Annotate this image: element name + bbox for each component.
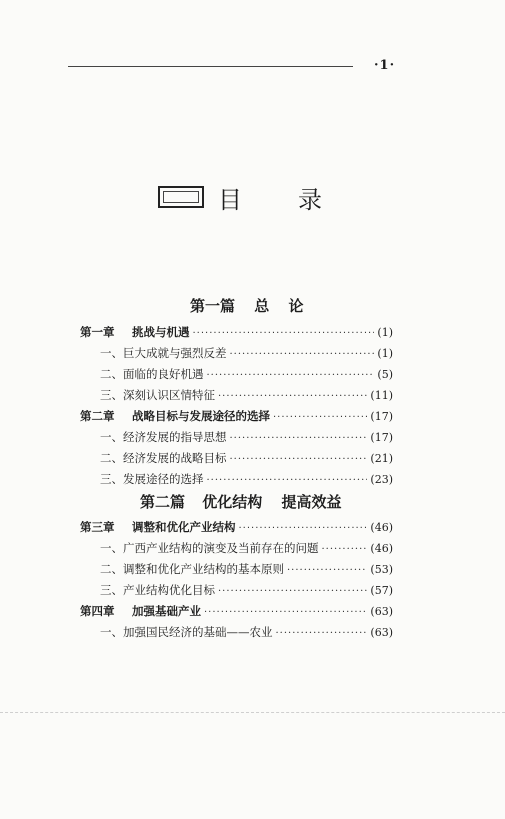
section-title: 经济发展的指导思想 xyxy=(123,430,227,444)
section-title: 广西产业结构的演变及当前存在的问题 xyxy=(123,541,319,555)
part-2-title-a: 优化结构 xyxy=(202,493,263,511)
toc-entry-section[interactable] xyxy=(80,471,393,489)
section-title: 调整和优化产业结构的基本原则 xyxy=(123,562,284,576)
section-label: 三、 xyxy=(100,472,123,486)
toc-entry-section[interactable] xyxy=(80,429,393,447)
chapter-title: 战略目标与发展途径的选择 xyxy=(132,409,270,423)
section-title: 面临的良好机遇 xyxy=(123,367,204,381)
dot-leader xyxy=(276,628,368,639)
toc-entry-chapter-3[interactable] xyxy=(80,519,393,537)
chapter-label: 第一章 xyxy=(80,325,115,339)
section-label: 二、 xyxy=(100,562,123,576)
page-ref: (17) xyxy=(370,431,393,444)
dot-leader xyxy=(218,391,367,402)
toc-entry-chapter-2[interactable] xyxy=(80,408,393,426)
page-number: ·1· xyxy=(374,58,396,73)
toc-entry-section[interactable] xyxy=(80,450,393,468)
toc-entry-section[interactable] xyxy=(80,540,393,558)
page-ref: (17) xyxy=(370,410,393,423)
chapter-title: 挑战与机遇 xyxy=(132,325,190,339)
page-ref: (57) xyxy=(370,584,393,597)
section-title: 巨大成就与强烈反差 xyxy=(123,346,227,360)
toc-entry-section[interactable] xyxy=(80,624,393,642)
dot-leader xyxy=(230,349,375,360)
toc-entry-section[interactable] xyxy=(80,582,393,600)
dot-leader xyxy=(287,565,367,576)
header-rule xyxy=(68,66,353,67)
dot-leader xyxy=(207,475,368,486)
section-title: 加强国民经济的基础——农业 xyxy=(123,625,273,639)
part-2-title-b: 提高效益 xyxy=(281,493,342,511)
section-label: 三、 xyxy=(100,388,123,402)
page-ref: (1) xyxy=(377,326,393,339)
page-ref: (21) xyxy=(370,452,393,465)
part-1-label: 第一篇 xyxy=(190,297,236,315)
section-title: 发展途径的选择 xyxy=(123,472,204,486)
title-box-ornament xyxy=(158,186,204,208)
dot-leader xyxy=(230,454,368,465)
dot-leader xyxy=(204,607,367,618)
page-ref: (11) xyxy=(370,389,393,402)
chapter-title: 加强基础产业 xyxy=(132,604,201,618)
toc-title xyxy=(158,181,378,213)
chapter-label: 第二章 xyxy=(80,409,115,423)
chapter-title: 调整和优化产业结构 xyxy=(132,520,236,534)
page-ref: (5) xyxy=(377,368,393,381)
section-title: 产业结构优化目标 xyxy=(123,583,215,597)
toc-entry-chapter-1[interactable] xyxy=(80,324,393,342)
toc-entry-chapter-4[interactable] xyxy=(80,603,393,621)
toc-entry-section[interactable] xyxy=(80,366,393,384)
part-heading-2 xyxy=(140,491,342,512)
dot-leader xyxy=(207,370,375,381)
toc-title-text: 目录 xyxy=(218,185,378,214)
section-label: 一、 xyxy=(100,346,123,360)
dot-leader xyxy=(218,586,367,597)
section-label: 三、 xyxy=(100,583,123,597)
page-ref: (46) xyxy=(370,542,393,555)
page-ref: (1) xyxy=(377,347,393,360)
dot-leader xyxy=(322,544,368,555)
dot-leader xyxy=(230,433,368,444)
part-1-title-a: 总 xyxy=(254,297,270,315)
chapter-label: 第四章 xyxy=(80,604,115,618)
page-ref: (63) xyxy=(370,605,393,618)
section-label: 二、 xyxy=(100,367,123,381)
toc-entry-section[interactable] xyxy=(80,345,393,363)
bottom-rule xyxy=(0,712,505,713)
section-label: 二、 xyxy=(100,451,123,465)
section-label: 一、 xyxy=(100,541,123,555)
chapter-label: 第三章 xyxy=(80,520,115,534)
section-title: 经济发展的战略目标 xyxy=(123,451,227,465)
page-ref: (53) xyxy=(370,563,393,576)
page-ref: (46) xyxy=(370,521,393,534)
section-label: 一、 xyxy=(100,625,123,639)
page-ref: (63) xyxy=(370,626,393,639)
toc-entry-section[interactable] xyxy=(80,561,393,579)
dot-leader xyxy=(193,328,375,339)
part-heading-1 xyxy=(190,295,304,316)
dot-leader xyxy=(239,523,368,534)
toc-entry-section[interactable] xyxy=(80,387,393,405)
dot-leader xyxy=(273,412,367,423)
section-title: 深刻认识区情特征 xyxy=(123,388,215,402)
section-label: 一、 xyxy=(100,430,123,444)
part-2-label: 第二篇 xyxy=(140,493,186,511)
part-1-title-b: 论 xyxy=(288,297,304,315)
page-ref: (23) xyxy=(370,473,393,486)
